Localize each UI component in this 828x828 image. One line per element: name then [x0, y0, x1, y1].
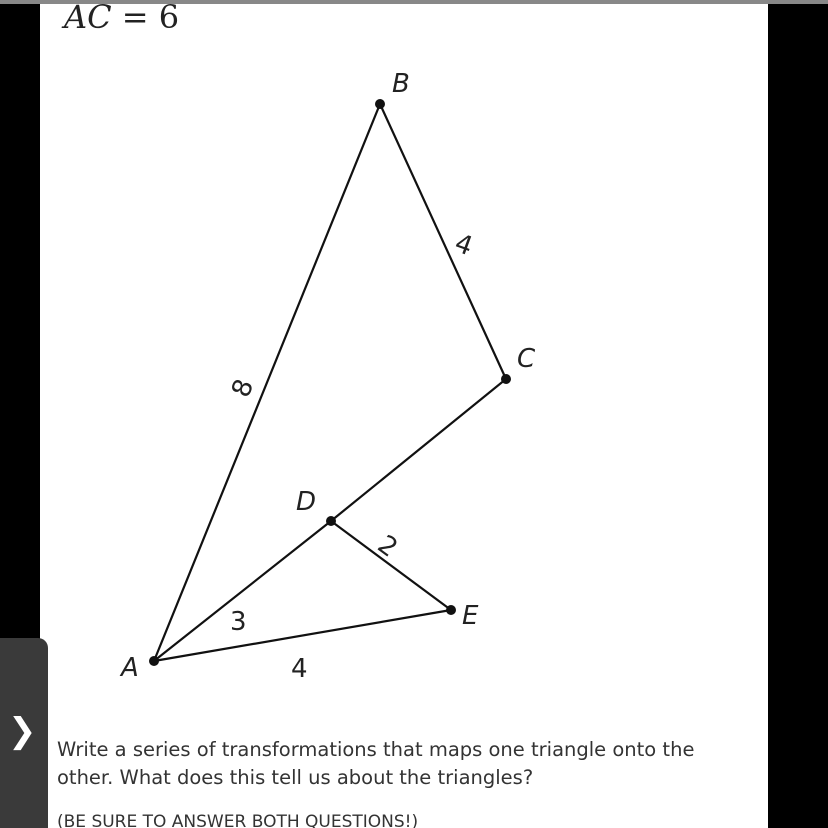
point-e [446, 605, 456, 615]
label-d: D [296, 487, 317, 517]
answer-note: (BE SURE TO ANSWER BOTH QUESTIONS!) [57, 812, 419, 828]
equals-sign: = [121, 4, 159, 36]
chevron-right-icon: ❯ [8, 711, 37, 751]
triangle-figure [40, 4, 768, 704]
label-e: E [462, 601, 479, 631]
segment-ab [154, 104, 380, 661]
point-d [326, 516, 336, 526]
label-b: B [392, 69, 410, 99]
length-ad: 3 [230, 607, 247, 637]
point-b [375, 99, 385, 109]
question-text: Write a series of transformations that maps one triangle onto the other. What does this tell us about the triangles? [57, 738, 695, 789]
point-c [501, 374, 511, 384]
segment-bc [380, 104, 506, 379]
label-a: A [121, 653, 139, 683]
given-lhs: AC [64, 4, 112, 36]
length-de: 2 [371, 529, 403, 564]
given-rhs: 6 [158, 4, 180, 36]
length-bc: 4 [450, 228, 477, 263]
length-ae: 4 [291, 654, 308, 684]
point-a [149, 656, 159, 666]
expand-panel-tab[interactable] [0, 638, 48, 828]
segment-cd [331, 379, 506, 521]
length-ab: 8 [226, 375, 261, 402]
content-page [40, 4, 768, 828]
label-c: C [517, 344, 536, 374]
segment-ad [154, 521, 331, 661]
